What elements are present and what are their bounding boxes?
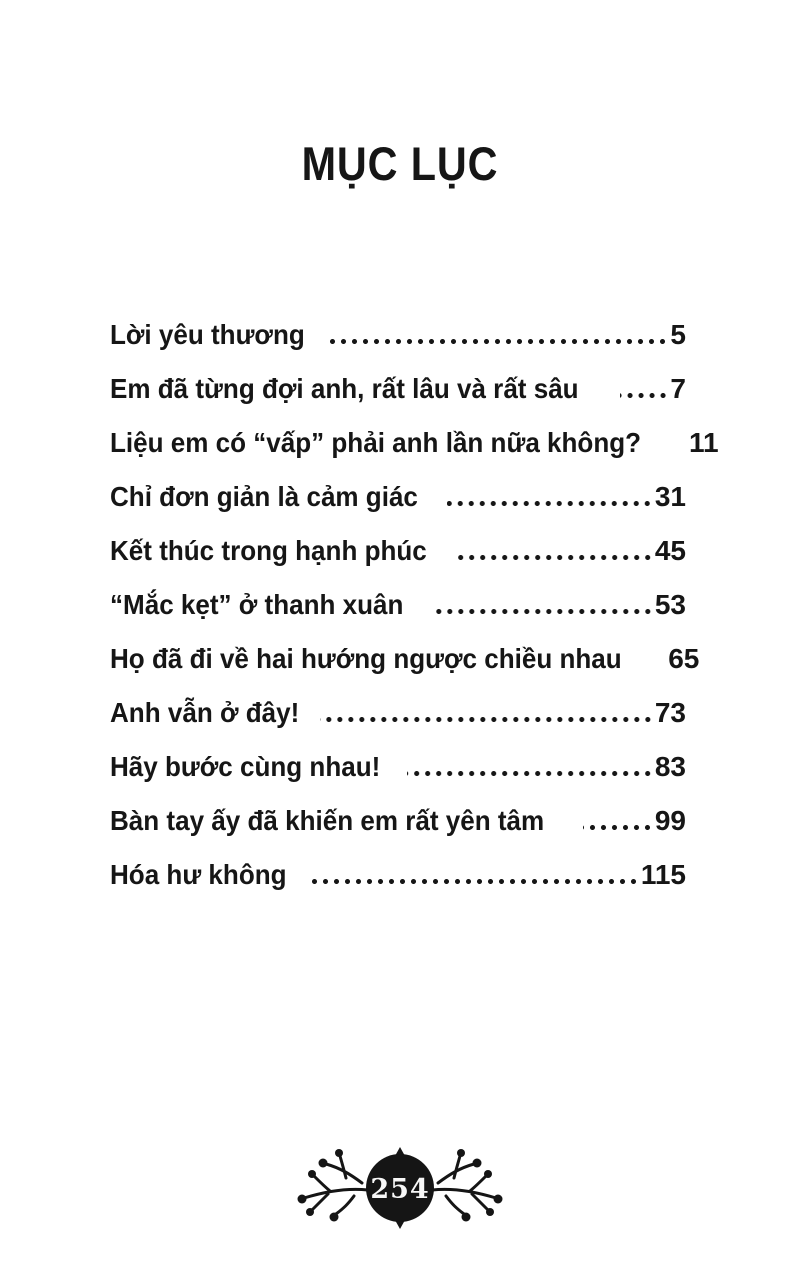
toc-entry-page: 31 xyxy=(654,480,686,512)
toc-entry-page: 65 xyxy=(668,642,700,674)
dot-leader xyxy=(325,338,668,345)
toc-list xyxy=(110,296,719,890)
toc-entry-label: Lời yêu thương xyxy=(110,318,305,350)
dot-leader xyxy=(583,824,653,831)
toc-entry-page: 99 xyxy=(654,804,686,836)
toc-entry xyxy=(110,566,686,620)
toc-entry-page: 45 xyxy=(654,534,686,566)
dot-leader xyxy=(620,392,669,399)
toc-entry xyxy=(110,296,686,350)
toc-entry xyxy=(110,350,686,404)
page-number-badge xyxy=(366,1147,434,1229)
page-title: MỤC LỤC xyxy=(301,137,499,190)
toc-entry-page: 53 xyxy=(654,588,686,620)
toc-entry-label: Em đã từng đợi anh, rất lâu và rất sâu xyxy=(110,372,579,404)
footer-page-number: 254 xyxy=(370,1174,430,1205)
toc-entry-label: Họ đã đi về hai hướng ngược chiều nhau xyxy=(110,642,622,674)
dot-leader xyxy=(306,878,639,885)
toc-entry xyxy=(110,620,700,674)
toc-entry-label: Chỉ đơn giản là cảm giác xyxy=(110,480,418,512)
toc-entry-label: Kết thúc trong hạnh phúc xyxy=(110,534,427,566)
toc-entry xyxy=(110,404,719,458)
toc-entry-label: “Mắc kẹt” ở thanh xuân xyxy=(110,588,404,620)
dot-leader xyxy=(447,500,653,507)
dot-leader xyxy=(320,716,653,723)
toc-entry xyxy=(110,782,686,836)
toc-entry-page: 5 xyxy=(670,318,686,350)
dot-leader xyxy=(457,554,653,561)
toc-entry-label: Hãy bước cùng nhau! xyxy=(110,750,381,782)
toc-entry-label: Bàn tay ấy đã khiến em rất yên tâm xyxy=(110,804,545,836)
floral-flourish-icon xyxy=(250,1138,550,1238)
toc-entry xyxy=(110,836,686,890)
toc-entry xyxy=(110,674,686,728)
toc-entry-page: 115 xyxy=(640,858,686,890)
toc-entry xyxy=(110,458,686,512)
toc-entry-page: 11 xyxy=(689,426,719,458)
toc-entry-page: 7 xyxy=(670,372,686,404)
toc-entry-label: Anh vẫn ở đây! xyxy=(110,696,300,728)
page-footer xyxy=(0,1138,800,1238)
toc-entry xyxy=(110,728,686,782)
toc-entry xyxy=(110,512,686,566)
toc-entry-label: Liệu em có “vấp” phải anh lần nữa không? xyxy=(110,426,642,458)
dot-leader xyxy=(407,770,653,777)
toc-entry-label: Hóa hư không xyxy=(110,858,287,890)
dot-leader xyxy=(432,608,653,615)
toc-entry-page: 83 xyxy=(654,750,686,782)
toc-entry-page: 73 xyxy=(654,696,686,728)
